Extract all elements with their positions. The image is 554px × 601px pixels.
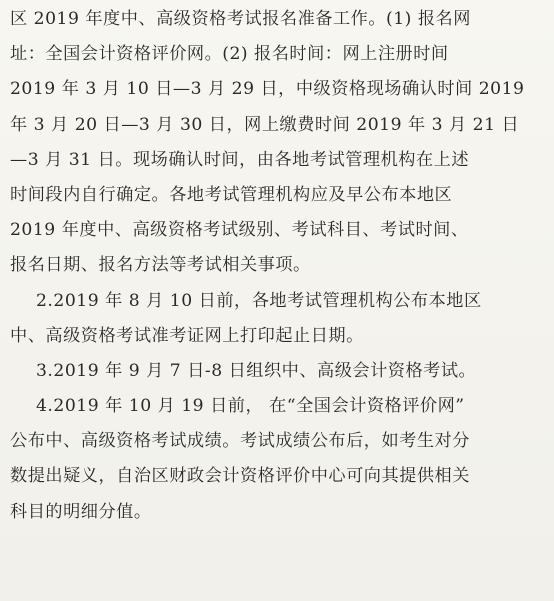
text-line: 区 2019 年度中、高级资格考试报名准备工作。(1) 报名网 [10, 9, 471, 29]
text-line: 数提出疑义，自治区财政会计资格评价中心可向其提供相关 [10, 466, 470, 487]
text-line-item-4: 4.2019 年 10 月 19 日前， 在“全国会计资格评价网” [36, 396, 465, 417]
text-line: 2019 年度中、高级资格考试级别、考试科目、考试时间、 [10, 220, 469, 241]
text-line: 中、高级资格考试准考证网上打印起止日期。 [10, 325, 364, 346]
text-line: 时间段内自行确定。各地考试管理机构应及早公布本地区 [10, 184, 453, 205]
text-line: 报名日期、报名方法等考试相关事项。 [10, 255, 311, 276]
text-line: —3 月 31 日。现场确认时间，由各地考试管理机构在上述 [10, 149, 470, 170]
text-line: 址：全国会计资格评价网。(2) 报名时间：网上注册时间 [10, 44, 449, 65]
text-line: 科目的明细分值。 [10, 501, 152, 522]
text-line: 年 3 月 20 日—3 月 30 日，网上缴费时间 2019 年 3 月 21 日 [10, 114, 520, 135]
text-line: 2019 年 3 月 10 日—3 月 29 日，中级资格现场确认时间 2019 [10, 79, 525, 100]
text-line-item-3: 3.2019 年 9 月 7 日-8 日组织中、高级会计资格考试。 [36, 360, 477, 381]
text-line-item-2: 2.2019 年 8 月 10 日前，各地考试管理机构公布本地区 [36, 290, 482, 311]
text-line: 公布中、高级资格考试成绩。考试成绩公布后，如考生对分 [10, 431, 470, 452]
